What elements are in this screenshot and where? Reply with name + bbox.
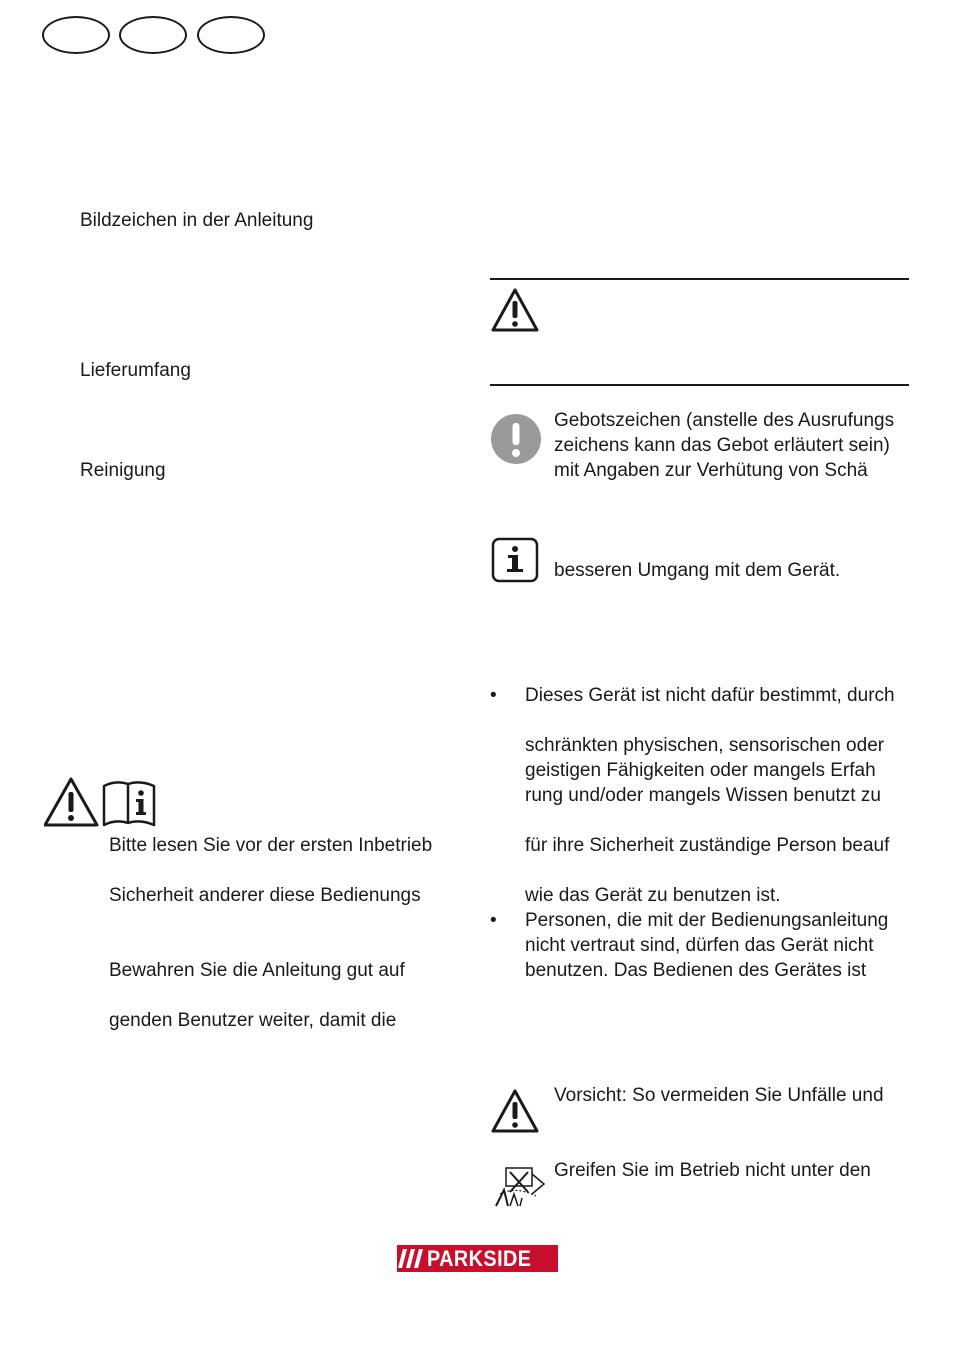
info-sign-line-1: besseren Umgang mit dem Gerät. [554, 560, 841, 581]
bullet-1-line-3: geistigen Fähigkeiten oder mangels Erfah [525, 760, 876, 781]
bullet-1-line-2: schränkten physischen, sensorischen oder [525, 735, 885, 756]
mandatory-sign-line-2: zeichens kann das Gebot erläutert sein) [554, 435, 890, 456]
parkside-logo [397, 1245, 558, 1272]
logo-stripes-icon [397, 1245, 427, 1272]
bullet-2-line-1: Personen, die mit der Bedienungsanleitung [525, 910, 889, 931]
warning-triangle-icon [490, 287, 540, 333]
bullet-1-line-6: wie das Gerät zu benutzen ist. [525, 885, 781, 906]
bullet-marker-2: • [490, 910, 497, 931]
read-notice-line-1: Bitte lesen Sie vor der ersten Inbetrieb [109, 835, 433, 856]
language-oval-3 [197, 16, 265, 54]
bullet-marker-1: • [490, 685, 497, 706]
read-notice-line-4: genden Benutzer weiter, damit die [109, 1010, 397, 1031]
hands-hazard-icon [492, 1164, 548, 1208]
read-notice-line-2: Sicherheit anderer diese Bedienungs [109, 885, 421, 906]
mandatory-sign-line-1: Gebotszeichen (anstelle des Ausrufungs [554, 410, 895, 431]
bullet-1-line-1: Dieses Gerät ist nicht dafür bestimmt, durch [525, 685, 895, 706]
info-icon [491, 537, 539, 583]
bullet-2-line-3: benutzen. Das Bedienen des Gerätes ist [525, 960, 867, 981]
heading-delivery-scope: Lieferumfang [80, 360, 191, 381]
heading-symbols-in-manual: Bildzeichen in der Anleitung [80, 210, 314, 231]
divider-bottom [490, 384, 909, 386]
bullet-1-line-5: für ihre Sicherheit zuständige Person beauf [525, 835, 890, 856]
caution-line-1: Vorsicht: So vermeiden Sie Unfälle und [554, 1085, 884, 1106]
read-notice-line-3: Bewahren Sie die Anleitung gut auf [109, 960, 405, 981]
mandatory-sign-line-3: mit Angaben zur Verhütung von Schä [554, 460, 868, 481]
caution-triangle-icon [490, 1088, 540, 1134]
divider-top [490, 278, 909, 280]
language-oval-1 [42, 16, 110, 54]
heading-cleaning: Reinigung [80, 460, 166, 481]
mandatory-sign-icon [490, 413, 542, 465]
bullet-1-line-4: rung und/oder mangels Wissen benutzt zu [525, 785, 881, 806]
read-manual-icon [44, 776, 159, 828]
hands-warning-line-1: Greifen Sie im Betrieb nicht unter den [554, 1160, 871, 1181]
language-oval-2 [119, 16, 187, 54]
bullet-2-line-2: nicht vertraut sind, dürfen das Gerät nicht [525, 935, 874, 956]
logo-text: PARKSIDE [427, 1246, 532, 1271]
